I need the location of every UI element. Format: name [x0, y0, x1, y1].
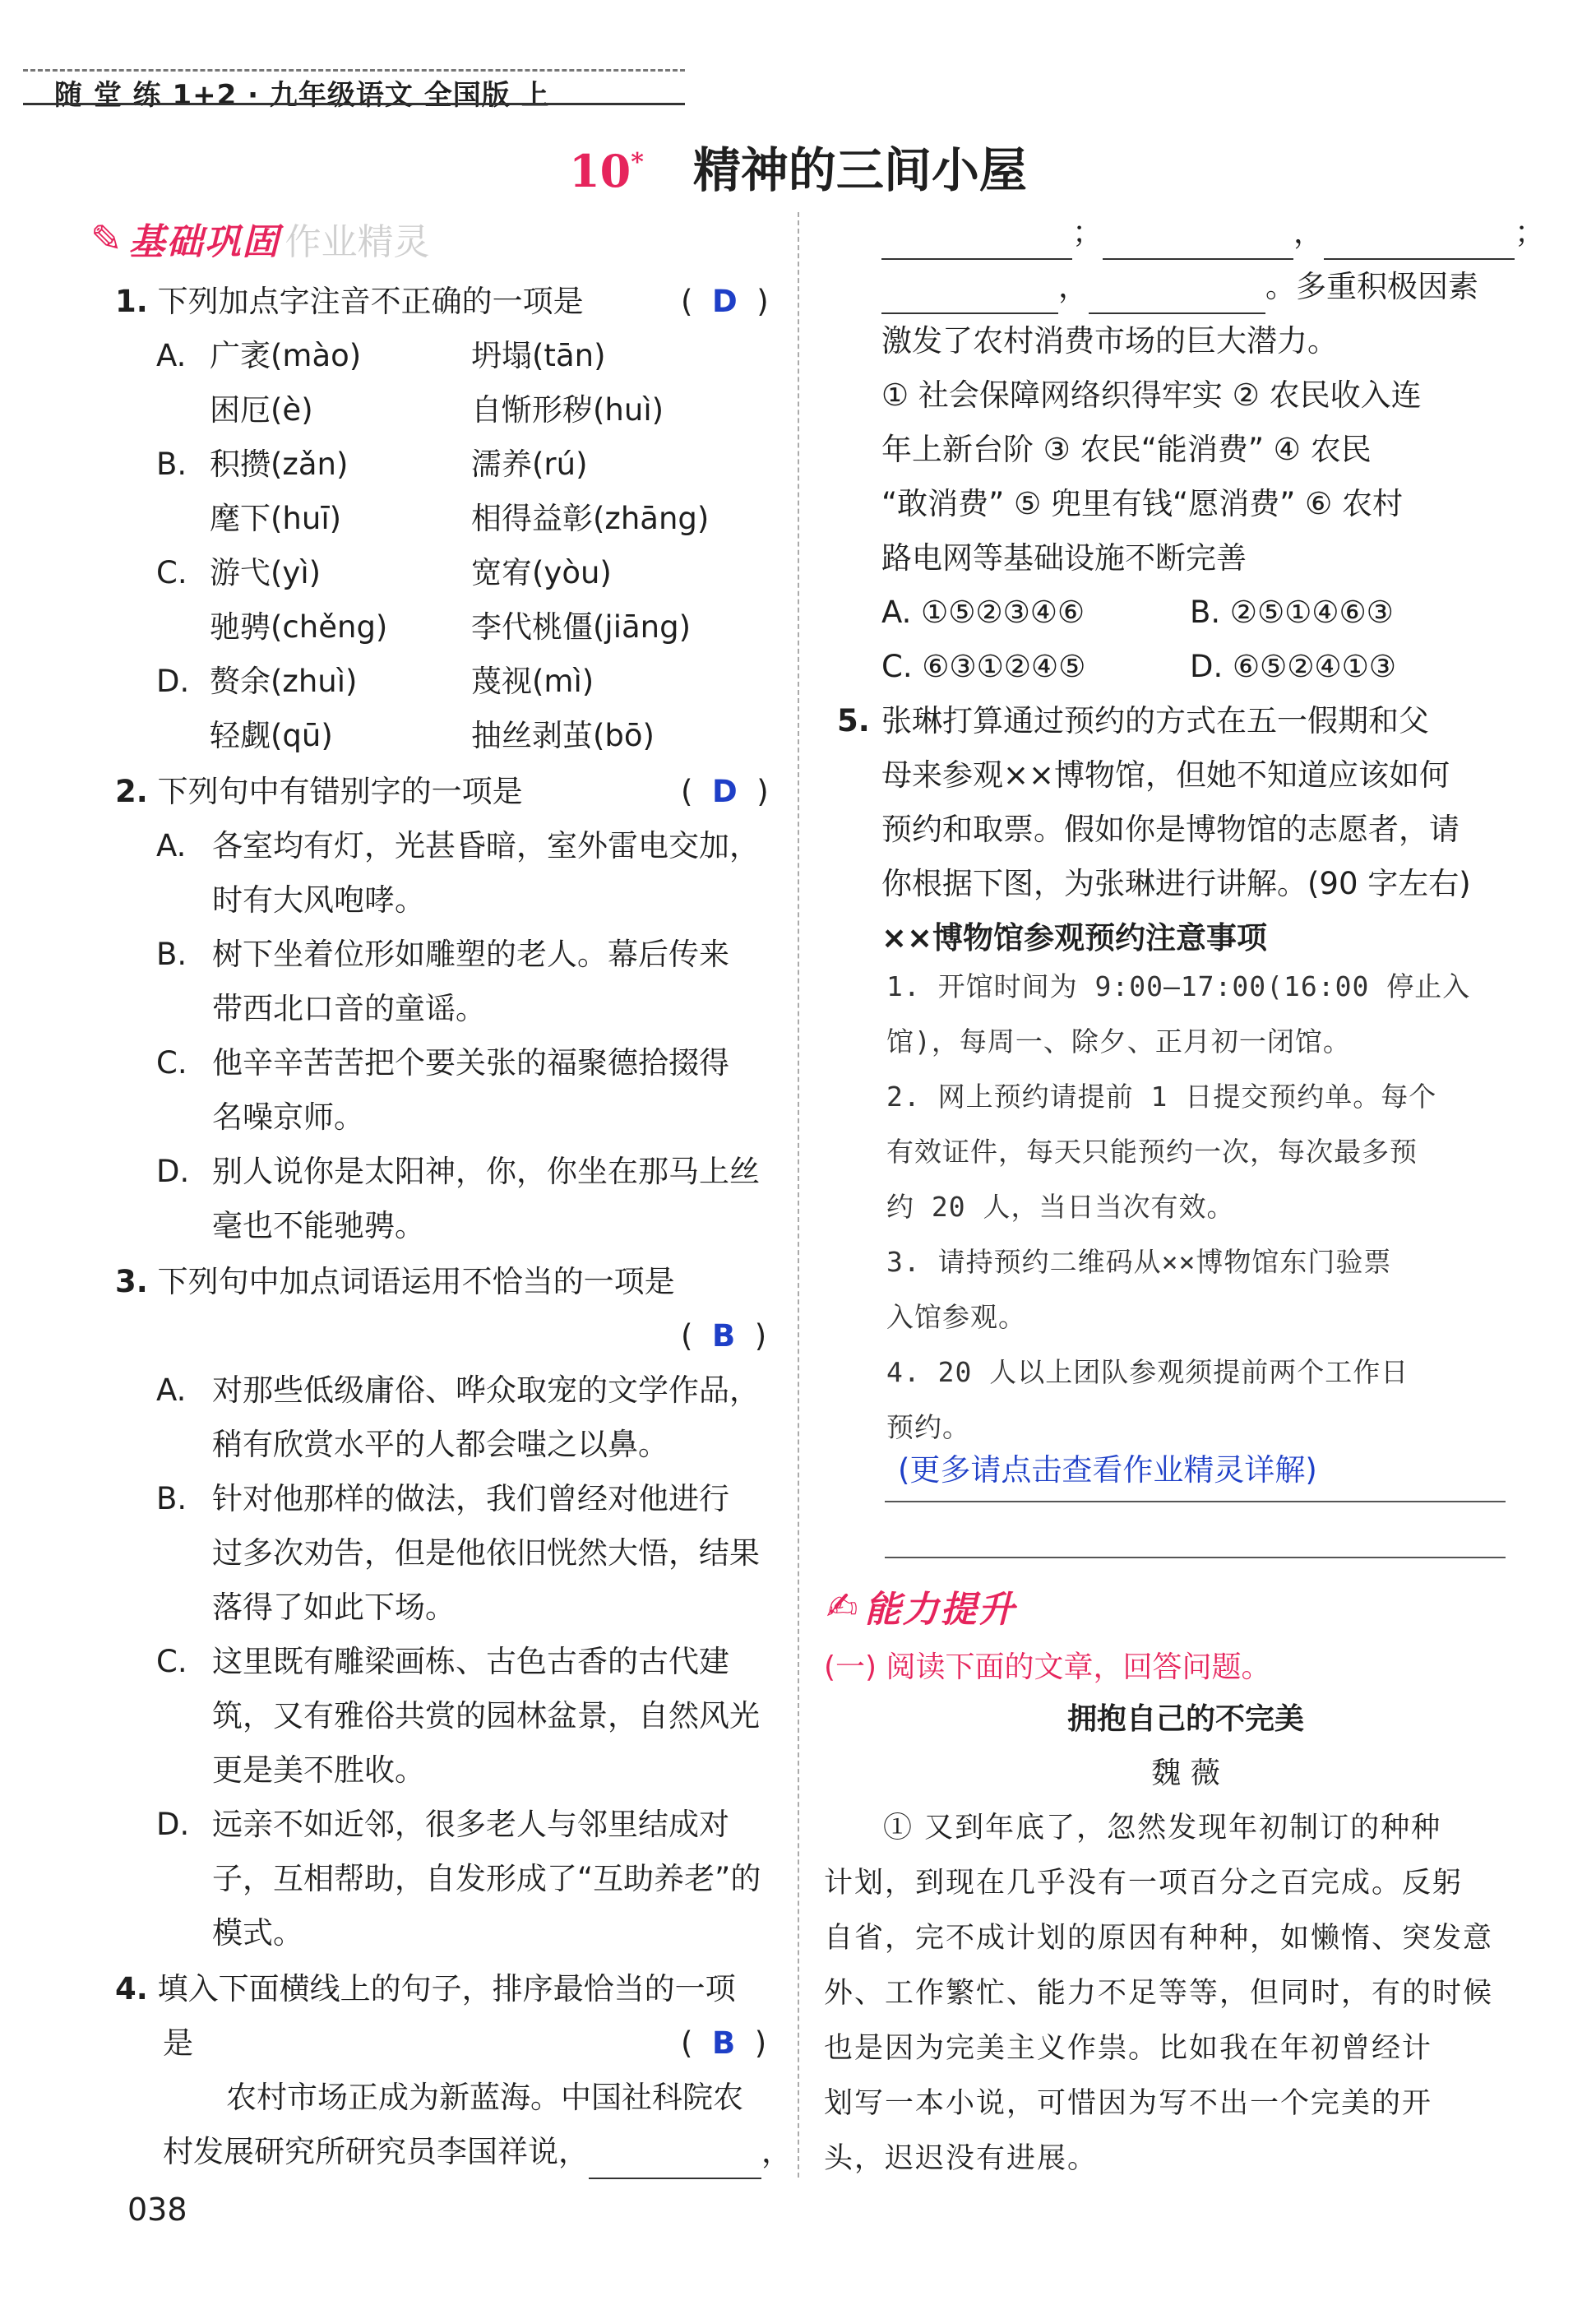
q2-option-text: 别人说你是太阳神，你，你坐在那马上丝 [212, 1154, 760, 1189]
q4-items [881, 368, 1422, 586]
q4-passage-line: 村发展研究所研究员李国祥说， ， [163, 2125, 792, 2179]
q2-options: A. 各室均有灯，光甚昏暗，室外雷电交加， 时有大风咆哮。 B. 树下坐着位形如雕塑的老人。幕后传来 带西北口音的童谣。 C. 他辛辛苦苦把个要关张的福聚德拾掇得 名噪京师。 D. 别人说你是太阳神，你，你坐在那马上丝 毫也不能驰骋。 [156, 819, 760, 1253]
q2-number: 2. [115, 774, 148, 809]
q2-option-text: 名噪京师。 [212, 1099, 364, 1135]
q2-option-text: 带西北口音的童谣。 [212, 991, 486, 1026]
notice-title: ××博物馆参观预约注意事项 [881, 920, 1268, 956]
q4-blank [589, 2145, 761, 2179]
q2-stem-text: 下列句中有错别字的一项是 [157, 774, 523, 809]
q4-stem-text: 填入下面横线上的句子，排序最恰当的一项 [157, 1971, 736, 2006]
q5-text: 张琳打算通过预约的方式在五一假期和父 [881, 703, 1429, 738]
q4-answer-paren: ( B ) [681, 2025, 767, 2061]
q1-option: 蔑视(mì) [471, 664, 594, 699]
q1-option: 李代桃僵(jiāng) [471, 609, 692, 645]
hand-book-icon: ✍ [826, 1584, 858, 1628]
q3-answer: B [711, 1318, 736, 1354]
notice-line: 1. 开馆时间为 9:00—17:00(16:00 停止入 [886, 970, 1471, 1002]
q1-option: 驰骋(chěng) [210, 609, 388, 645]
article-title: 拥抱自己的不完美 [1066, 1702, 1304, 1736]
q1-option: 广袤(mào) [210, 338, 362, 373]
notice-line: 2. 网上预约请提前 1 日提交预约单。每个 [886, 1081, 1437, 1113]
article-line: 划写一本小说，可惜因为写不出一个完美的开 [824, 2087, 1433, 2120]
article-line: 也是因为完美主义作祟。比如我在年初曾经计 [824, 2032, 1433, 2065]
article-line: 头，迟迟没有进展。 [824, 2142, 1099, 2175]
q2-stem [115, 765, 523, 819]
q3-option-text: 对那些低级庸俗、哗众取宠的文学作品， [212, 1372, 760, 1408]
article-line: 外、工作繁忙、能力不足等等，但同时，有的时候 [824, 1977, 1494, 2010]
q3-number: 3. [115, 1264, 148, 1299]
q4-blank [1089, 280, 1265, 314]
q3-option-text: 子，互相帮助，自发形成了“互助养老”的 [212, 1861, 761, 1896]
q3-option-text: 远亲不如近邻，很多老人与邻里结成对 [212, 1807, 729, 1842]
q4-choice: B. ②⑤①④⑥③ [1190, 595, 1394, 630]
q1-option: 轻觑(qū) [210, 718, 333, 753]
q4-choice: D. ⑥⑤②④①③ [1190, 649, 1397, 684]
q5 [837, 694, 1471, 965]
section-ability-label: 能力提升 [864, 1589, 1016, 1631]
notice-line: 馆)，每周一、除夕、正月初一闭馆。 [886, 1025, 1351, 1058]
q1-answer: D [711, 284, 738, 319]
q1-option: 抽丝剥茧(bō) [471, 718, 655, 753]
q1-option: 积攒(zǎn) [210, 447, 349, 482]
notice-line: 预约。 [886, 1411, 970, 1443]
q3-stem-text: 下列句中加点词语运用不恰当的一项是 [157, 1264, 675, 1299]
q1-option: 宽宥(yòu) [471, 555, 612, 590]
q1-answer-paren: ( D ) [681, 284, 769, 319]
q4-passage-line: 激发了农村消费市场的巨大潜力。 [881, 323, 1338, 359]
section-basic-label: 基础巩固 [128, 221, 280, 263]
answer-line [885, 1557, 1506, 1558]
section-basic [90, 210, 430, 267]
answer-line [885, 1501, 1506, 1502]
article-line: 自省，完不成计划的原因有种种，如懒惰、突发意 [824, 1922, 1494, 1955]
notice-line: 有效证件，每天只能预约一次，每次最多预 [886, 1136, 1418, 1168]
q4-item-line: 路电网等基础设施不断完善 [881, 540, 1247, 576]
q3-option-text: 筑，又有雅俗共赏的园林盆景，自然风光 [212, 1698, 760, 1733]
q5-text: 你根据下图，为张琳进行讲解。(90 字左右) [881, 866, 1471, 901]
column-divider [798, 212, 799, 2178]
article-body [824, 1801, 1493, 2187]
q3-options: A. 对那些低级庸俗、哗众取宠的文学作品， 稍有欣赏水平的人都会嗤之以鼻。 B. 针对他那样的做法，我们曾经对他进行 过多次劝告，但是他依旧恍然大悟，结果 落得了如此下场。 C. 这里既有雕梁画栋、古色古香的古代建 筑，又有雅俗共赏的园林盆景，自然风光 更是美不胜收。 D. 远亲不如近邻，很多老人与邻里结成对 子，互相帮助，自发形成了“互助养老”的 模式。 [156, 1363, 761, 1960]
q1-options: A. 广袤(mào) 坍塌(tān) 困厄(è) 自惭形秽(huì) B. 积攒(zǎn) 濡养(rú) 麾下(huī) 相得益彰(zhāng) C. 游弋(yì) 宽宥(yòu) 驰骋(chěng) 李代桃僵(jiāng) D. 赘余(zhuì) 蔑视(mì) 轻觑(qū) 抽丝剥茧(bō) [156, 329, 709, 763]
more-details-link[interactable]: (更多请点击查看作业精灵详解) [898, 1452, 1317, 1488]
q1-option: 相得益彰(zhāng) [471, 501, 710, 536]
q2-option-text: 树下坐着位形如雕塑的老人。幕后传来 [212, 937, 729, 972]
q2-answer: D [711, 774, 738, 809]
q3-option-text: 针对他那样的做法，我们曾经对他进行 [212, 1481, 729, 1516]
q1-stem-text: 下列加点字注音不正确的一项是 [157, 284, 584, 319]
notice-line: 3. 请持预约二维码从××博物馆东门验票 [886, 1246, 1392, 1278]
q4-choice: A. ①⑤②③④⑥ [881, 595, 1085, 630]
q4-number: 4. [115, 1971, 148, 2006]
q3-option-text: 这里既有雕梁画栋、古色古香的古代建 [212, 1644, 729, 1679]
page-number: 038 [127, 2192, 187, 2228]
q4-item-line: ① 社会保障网络织得牢实 ② 农民收入连 [881, 377, 1422, 413]
q4-blank [881, 225, 1072, 260]
q2-option-text: 各室均有灯，光甚昏暗，室外雷电交加， [212, 828, 760, 863]
q4-choice: C. ⑥③①②④⑤ [881, 649, 1086, 684]
notice-line: 4. 20 人以上团队参观须提前两个工作日 [886, 1356, 1409, 1388]
lesson-title [0, 132, 1596, 201]
q4-blank [1103, 225, 1293, 260]
lesson-star: * [631, 147, 644, 177]
q3-option-text: 稍有欣赏水平的人都会嗤之以鼻。 [212, 1427, 668, 1462]
q4-stem [115, 1962, 736, 2071]
lesson-title-text: 精神的三间小屋 [692, 142, 1027, 198]
article-line: ① 又到年底了，忽然发现年初制订的种种 [883, 1812, 1442, 1844]
q3-answer-paren: ( B ) [681, 1318, 767, 1354]
section-ability [826, 1577, 1016, 1635]
q5-number: 5. [837, 703, 870, 738]
q4-passage-line: 农村市场正成为新蓝海。中国社科院农 [226, 2080, 743, 2115]
article-line: 计划，到现在几乎没有一项百分之百完成。反躬 [824, 1867, 1464, 1900]
q4-item-line: “敢消费” ⑤ 兜里有钱“愿消费” ⑥ 农村 [881, 486, 1404, 521]
q1-option: 坍塌(tān) [471, 338, 606, 373]
notice-list [886, 959, 1470, 1455]
q1-number: 1. [115, 284, 148, 319]
q2-option-text: 时有大风咆哮。 [212, 882, 425, 918]
q4-blank [1324, 225, 1515, 260]
watermark: 作业精灵 [285, 221, 430, 263]
q5-text: 母来参观××博物馆，但她不知道应该如何 [881, 757, 1450, 793]
lesson-number: 10 [569, 145, 631, 197]
q3-option-text: 更是美不胜收。 [212, 1752, 425, 1788]
q4-blank-line: ； ， ； [881, 206, 1545, 260]
running-header [23, 62, 685, 112]
q2-option-text: 他辛辛苦苦把个要关张的福聚德拾掇得 [212, 1045, 729, 1081]
q1-option: 自惭形秽(huì) [471, 392, 664, 428]
q4-blank [881, 280, 1058, 314]
q1-option: 濡养(rú) [471, 447, 588, 482]
q2-option-text: 毫也不能驰骋。 [212, 1208, 425, 1243]
q4-answer: B [711, 2025, 736, 2061]
q3-option-text: 落得了如此下场。 [212, 1590, 456, 1625]
notice-line: 约 20 人，当日当次有效。 [886, 1191, 1235, 1223]
q1-option: 麾下(huī) [210, 501, 342, 536]
article-author: 魏 薇 [1151, 1757, 1220, 1790]
q5-text: 预约和取票。假如你是博物馆的志愿者，请 [881, 812, 1460, 847]
q4-blank-line: ， 。多重积极因素 [881, 260, 1478, 314]
q2-answer-paren: ( D ) [681, 774, 769, 809]
notice-line: 入馆参观。 [886, 1301, 1026, 1333]
q3-option-text: 过多次劝告，但是他依旧恍然大悟，结果 [212, 1535, 760, 1571]
q4-item-line: 年上新台阶 ③ 农民“能消费” ④ 农民 [881, 432, 1372, 467]
header-text: 随 堂 练 1+2 · 九年级语文 全国版 上 [54, 79, 550, 112]
reading-instruction: (一) 阅读下面的文章，回答问题。 [824, 1650, 1271, 1684]
q1-option: 困厄(è) [210, 392, 313, 428]
q1-option: 游弋(yì) [210, 555, 322, 590]
q3-option-text: 模式。 [212, 1915, 303, 1951]
q1-stem [115, 275, 584, 329]
q3-stem [115, 1255, 675, 1309]
q4-choices [881, 586, 1396, 694]
pencil-ruler-icon: ✎ [90, 216, 123, 261]
q4-stem-text: 是 [163, 2025, 193, 2061]
q1-option: 赘余(zhuì) [210, 664, 358, 699]
